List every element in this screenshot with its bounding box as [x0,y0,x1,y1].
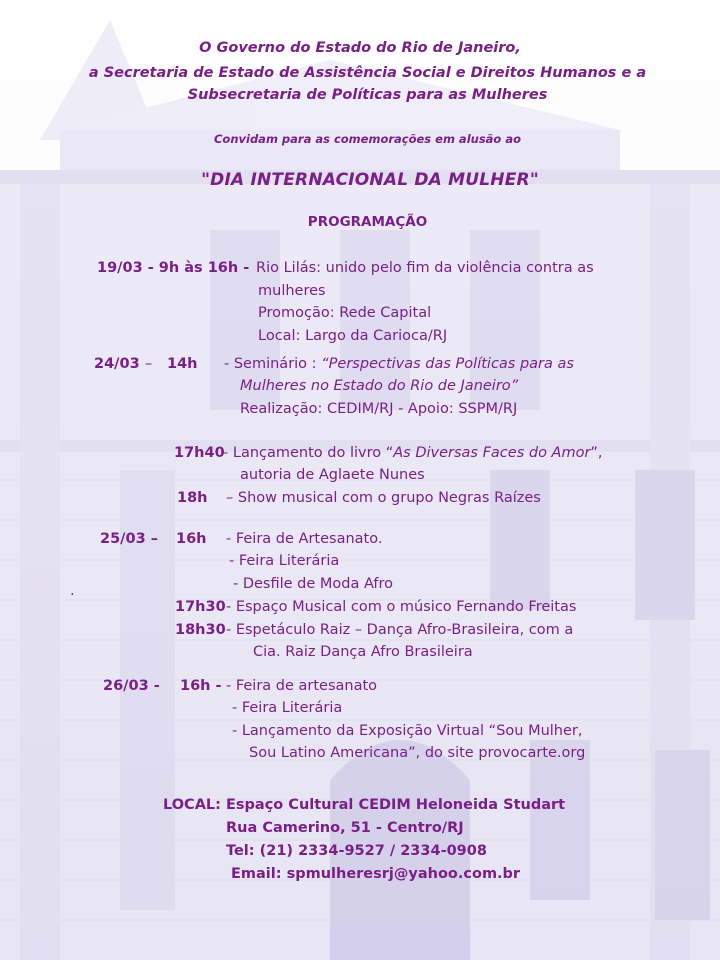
event-suffix: ”, [590,445,603,461]
header-line-2: a Secretaria de Estado de Assistência Social e Direitos Humanos e a [88,65,647,81]
event-prefix: – Lançamento do livro “ [221,445,394,461]
invitation-text: Convidam para as comemorações em alusão ao [213,132,521,146]
event-item: - Feira Literária [229,553,340,569]
event-time: 17h40 [174,445,225,461]
event-title-cont: Mulheres no Estado do Rio de Janeiro” [240,378,519,394]
event-item: - Feira Literária [232,700,343,716]
event-title: Rio Lilás: unido pelo fim da violência contra as [256,260,594,276]
event-promotion: Promoção: Rede Capital [258,305,432,321]
day-date: 19/03 - 9h às 16h - [97,260,250,276]
event-item: - Lançamento da Exposição Virtual “Sou Mulher, [232,723,583,739]
event-prefix: - Seminário : [224,356,322,372]
event-author: autoria de Aglaete Nunes [240,467,425,483]
book-title: As Diversas Faces do Amor [393,445,591,461]
day-date: 26/03 - [103,678,160,694]
day-date: 24/03 [94,356,140,372]
event-item: - Desfile de Moda Afro [233,576,394,592]
event-time: 16h - [180,678,222,694]
header-line-3: Subsecretaria de Políticas para as Mulheres [187,87,548,103]
event-location: Local: Largo da Carioca/RJ [258,328,448,344]
venue-name: LOCAL: Espaço Cultural CEDIM Heloneida Studart [163,797,566,813]
day-separator: – [145,356,153,372]
event-line [221,445,603,461]
event-time: 18h [177,490,208,506]
event-item: - Feira de artesanato [226,678,378,694]
event-description: - Espetáculo Raiz – Dança Afro-Brasileira, com a [226,622,574,638]
event-line [224,356,574,372]
event-time: 14h [167,356,198,372]
venue-address: Rua Camerino, 51 - Centro/RJ [226,820,464,836]
day-date: 25/03 – [100,531,158,547]
event-item-cont: Sou Latino Americana”, do site provocarte.org [249,745,586,761]
event-description: – Show musical com o grupo Negras Raízes [226,490,541,506]
event-time: 16h [176,531,207,547]
stray-dot: . [70,583,75,599]
header-line-1: O Governo do Estado do Rio de Janeiro, [199,40,521,56]
phone-numbers: Tel: (21) 2334-9527 / 2334-0908 [226,843,487,859]
event-description-cont: Cia. Raiz Dança Afro Brasileira [253,644,473,660]
program-title: PROGRAMAÇÃO [307,214,428,230]
event-description: - Espaço Musical com o músico Fernando Freitas [226,599,577,615]
event-title: “Perspectivas das Políticas para as [321,356,574,372]
event-organizers: Realização: CEDIM/RJ - Apoio: SSPM/RJ [240,401,518,417]
event-title-cont: mulheres [258,283,326,299]
event-time: 17h30 [175,599,226,615]
event-title: "DIA INTERNACIONAL DA MULHER" [201,170,539,190]
email-address: Email: spmulheresrj@yahoo.com.br [231,866,521,882]
event-item: - Feira de Artesanato. [226,531,383,547]
event-time: 18h30 [175,622,226,638]
